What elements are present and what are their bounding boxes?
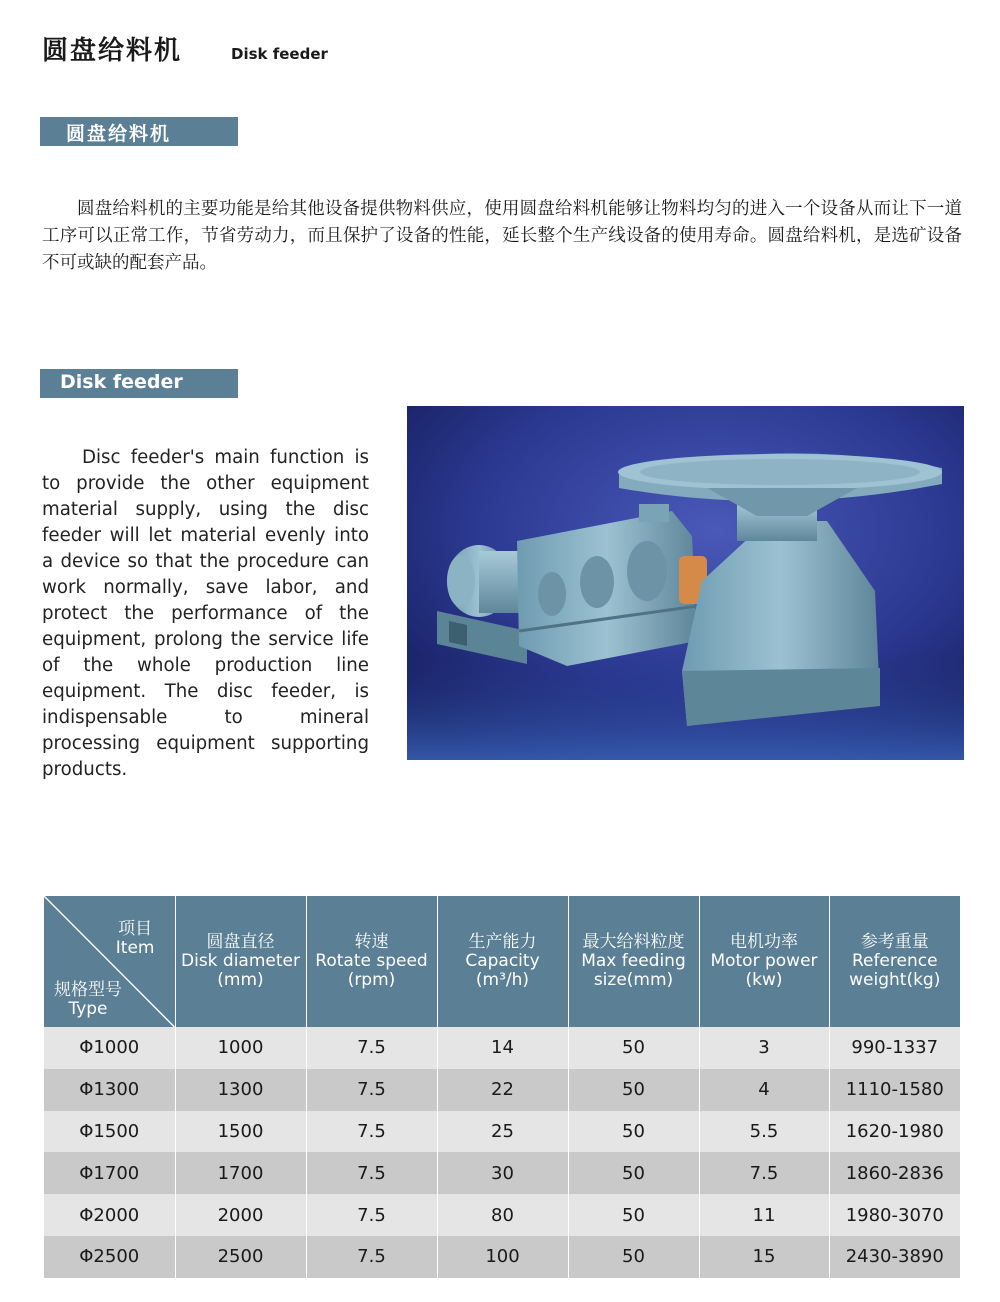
description-en: Disc feeder's main function is to provide the other equipment material supply, using the disc feeder will let material evenly into a device so that the procedure can work normally, save labor, and protect the performance of the equipment, prolong the service life of the whole production line equipment. The disc feeder, is indispensable to mineral processing equipment supporting products. xyxy=(42,447,369,780)
page-title-en: Disk feeder xyxy=(231,45,328,63)
spec-table xyxy=(44,896,960,1278)
cell-motor-power: 15 xyxy=(699,1236,829,1278)
table-row xyxy=(44,1194,960,1236)
cell-type: Φ2500 xyxy=(44,1236,175,1278)
cell-rotate-speed: 7.5 xyxy=(306,1069,437,1111)
cell-max-feeding-size: 50 xyxy=(568,1111,699,1153)
table-row xyxy=(44,1152,960,1194)
page-title-zh: 圆盘给料机 xyxy=(42,36,183,66)
header-label-en: Rotate speed xyxy=(315,951,428,971)
header-unit: (rpm) xyxy=(347,970,396,990)
header-capacity xyxy=(437,896,568,1027)
cell-capacity: 25 xyxy=(437,1111,568,1153)
header-unit: weight(kg) xyxy=(849,970,941,990)
header-label-zh: 参考重量 xyxy=(860,932,929,952)
cell-max-feeding-size: 50 xyxy=(568,1152,699,1194)
header-disk-diameter xyxy=(175,896,306,1027)
cell-motor-power: 4 xyxy=(699,1069,829,1111)
header-unit: (m³/h) xyxy=(475,970,530,990)
header-label-en: Capacity xyxy=(465,951,540,971)
cell-disk-diameter: 2000 xyxy=(175,1194,306,1236)
cell-disk-diameter: 1700 xyxy=(175,1152,306,1194)
header-max-feeding-size xyxy=(568,896,699,1027)
cell-max-feeding-size: 50 xyxy=(568,1069,699,1111)
table-row xyxy=(44,1236,960,1278)
cell-capacity: 14 xyxy=(437,1027,568,1069)
header-unit: size(mm) xyxy=(593,970,674,990)
header-label-en: Max feeding xyxy=(581,951,686,971)
description-zh: 圆盘给料机的主要功能是给其他设备提供物料供应，使用圆盘给料机能够让物料均匀的进入一个设备从而让下一道工序可以正常工作，节省劳动力，而且保护了设备的性能，延长整个生产线设备的使用寿命。圆盘给料机，是选矿设备不可或缺的配套产品。 xyxy=(42,199,962,273)
header-unit: (kw) xyxy=(745,970,783,990)
cell-type: Φ1300 xyxy=(44,1069,175,1111)
cell-disk-diameter: 1300 xyxy=(175,1069,306,1111)
cell-reference-weight: 990-1337 xyxy=(829,1027,960,1069)
table-header-row xyxy=(44,896,960,1027)
cell-rotate-speed: 7.5 xyxy=(306,1194,437,1236)
cell-type: Φ1000 xyxy=(44,1027,175,1069)
header-unit: (mm) xyxy=(217,970,264,990)
header-type-en: Type xyxy=(68,999,108,1019)
cell-reference-weight: 1860-2836 xyxy=(829,1152,960,1194)
header-rotate-speed xyxy=(306,896,437,1027)
cell-motor-power: 7.5 xyxy=(699,1152,829,1194)
header-reference-weight xyxy=(829,896,960,1027)
cell-motor-power: 5.5 xyxy=(699,1111,829,1153)
header-item-en: Item xyxy=(115,938,155,958)
header-item-zh: 项目 xyxy=(118,919,153,939)
cell-reference-weight: 1110-1580 xyxy=(829,1069,960,1111)
header-label-en: Reference xyxy=(851,951,938,971)
header-label-zh: 转速 xyxy=(354,932,389,952)
section-heading-zh: 圆盘给料机 xyxy=(40,117,238,146)
section-heading-en: Disk feeder xyxy=(40,369,238,398)
header-label-zh: 最大给料粒度 xyxy=(582,932,685,952)
cell-disk-diameter: 1000 xyxy=(175,1027,306,1069)
disk-feeder-photo xyxy=(407,406,964,760)
cell-disk-diameter: 1500 xyxy=(175,1111,306,1153)
header-label-en: Disk diameter xyxy=(181,951,300,971)
cell-max-feeding-size: 50 xyxy=(568,1194,699,1236)
cell-capacity: 30 xyxy=(437,1152,568,1194)
header-label-zh: 电机功率 xyxy=(730,932,798,952)
cell-max-feeding-size: 50 xyxy=(568,1027,699,1069)
table-row xyxy=(44,1069,960,1111)
cell-type: Φ1500 xyxy=(44,1111,175,1153)
cell-capacity: 80 xyxy=(437,1194,568,1236)
cell-motor-power: 3 xyxy=(699,1027,829,1069)
cell-max-feeding-size: 50 xyxy=(568,1236,699,1278)
cell-rotate-speed: 7.5 xyxy=(306,1027,437,1069)
cell-rotate-speed: 7.5 xyxy=(306,1236,437,1278)
header-label-en: Motor power xyxy=(710,951,818,971)
header-type-zh: 规格型号 xyxy=(54,980,122,1000)
cell-reference-weight: 2430-3890 xyxy=(829,1236,960,1278)
header-corner-cell xyxy=(44,896,175,1027)
cell-rotate-speed: 7.5 xyxy=(306,1111,437,1153)
cell-disk-diameter: 2500 xyxy=(175,1236,306,1278)
header-motor-power xyxy=(699,896,829,1027)
table-row xyxy=(44,1027,960,1069)
cell-motor-power: 11 xyxy=(699,1194,829,1236)
cell-capacity: 22 xyxy=(437,1069,568,1111)
cell-capacity: 100 xyxy=(437,1236,568,1278)
cell-reference-weight: 1980-3070 xyxy=(829,1194,960,1236)
cell-reference-weight: 1620-1980 xyxy=(829,1111,960,1153)
cell-rotate-speed: 7.5 xyxy=(306,1152,437,1194)
cell-type: Φ1700 xyxy=(44,1152,175,1194)
header-label-zh: 生产能力 xyxy=(468,932,537,952)
cell-type: Φ2000 xyxy=(44,1194,175,1236)
table-row xyxy=(44,1111,960,1153)
header-label-zh: 圆盘直径 xyxy=(206,932,275,952)
